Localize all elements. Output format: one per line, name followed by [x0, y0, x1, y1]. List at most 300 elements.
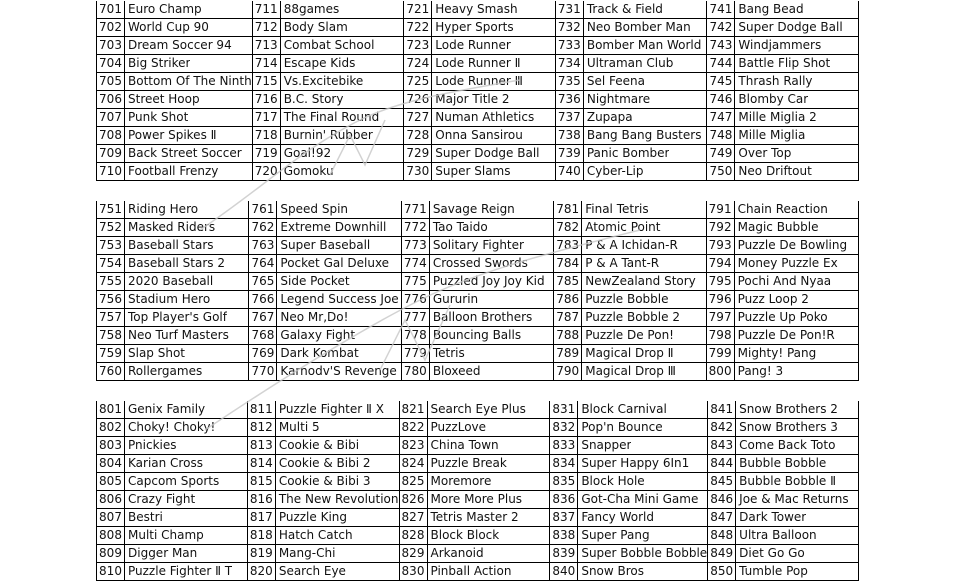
game-title: Tetris Master 2: [430, 510, 519, 524]
game-row: [248, 455, 399, 473]
game-number: 842: [708, 419, 736, 436]
game-row: [556, 145, 707, 163]
game-title: Body Slam: [283, 20, 348, 34]
games-column: [401, 201, 553, 381]
game-number: 819: [248, 545, 276, 562]
game-row: [708, 509, 858, 527]
game-number: 709: [97, 145, 125, 162]
games-table-701-750: [96, 1, 859, 181]
game-title: Super Pang: [581, 528, 650, 542]
game-row: [400, 509, 550, 527]
game-title: PuzzLove: [430, 420, 487, 434]
game-title: Goal!92: [283, 146, 332, 160]
game-number: 739: [556, 145, 584, 162]
game-title: Gomoku: [283, 164, 334, 178]
game-number: 827: [400, 509, 428, 526]
game-row: [249, 201, 400, 219]
game-number: 813: [248, 437, 276, 454]
game-number: 763: [249, 237, 277, 254]
game-row: [554, 219, 705, 237]
game-title: Neo Driftout: [738, 164, 812, 178]
game-number: 816: [248, 491, 276, 508]
game-title: Mille Miglia: [738, 128, 806, 142]
game-title: 88games: [283, 2, 340, 16]
game-number: 781: [554, 201, 582, 218]
game-number: 836: [550, 491, 578, 508]
games-column: [706, 1, 859, 181]
game-number: 765: [249, 273, 277, 290]
game-number: 740: [556, 163, 584, 180]
game-number: 825: [400, 473, 428, 490]
game-row: [556, 19, 707, 37]
game-number: 743: [707, 37, 735, 54]
game-row: [402, 237, 553, 255]
game-row: [402, 327, 553, 345]
game-title: 2020 Baseball: [128, 274, 214, 288]
game-title: Puzzle De Pon!R: [737, 328, 835, 342]
game-title: Magic Bubble: [737, 220, 819, 234]
games-column: [399, 401, 550, 581]
game-title: Legend Success Joe: [280, 292, 399, 306]
game-row: [400, 437, 550, 455]
game-title: P & A Ichidan-R: [585, 238, 678, 252]
game-number: 720: [253, 163, 281, 180]
game-number: 834: [550, 455, 578, 472]
game-row: [550, 455, 707, 473]
game-row: [707, 255, 858, 273]
game-title: Stadium Hero: [128, 292, 211, 306]
game-row: [404, 163, 555, 181]
game-title: Neo Turf Masters: [128, 328, 229, 342]
game-row: [400, 455, 550, 473]
game-number: 804: [97, 455, 125, 472]
game-title: Numan Athletics: [435, 110, 535, 124]
game-row: [97, 363, 248, 381]
game-number: 850: [708, 563, 736, 580]
game-title: Pnickies: [128, 438, 177, 452]
game-title: Speed Spin: [280, 202, 349, 216]
game-title: Riding Hero: [128, 202, 199, 216]
game-number: 752: [97, 219, 125, 236]
game-title: Joe & Mac Returns: [739, 492, 849, 506]
game-row: [97, 491, 247, 509]
game-row: [550, 419, 707, 437]
game-row: [253, 37, 404, 55]
game-row: [248, 509, 399, 527]
game-row: [404, 19, 555, 37]
game-number: 787: [554, 309, 582, 326]
game-row: [550, 545, 707, 563]
game-row: [707, 345, 858, 363]
game-title: Pop'n Bounce: [581, 420, 663, 434]
game-row: [249, 219, 400, 237]
game-number: 807: [97, 509, 125, 526]
game-title: Combat School: [283, 38, 375, 52]
game-row: [402, 309, 553, 327]
game-row: [97, 291, 248, 309]
game-number: 844: [708, 455, 736, 472]
game-number: 826: [400, 491, 428, 508]
game-title: Vs.Excitebike: [283, 74, 364, 88]
game-number: 779: [402, 345, 430, 362]
game-row: [97, 345, 248, 363]
game-title: Ultraman Club: [586, 56, 674, 70]
game-row: [249, 291, 400, 309]
game-row: [402, 273, 553, 291]
game-row: [404, 73, 555, 91]
game-title: Major Title 2: [435, 92, 510, 106]
game-row: [249, 309, 400, 327]
game-number: 777: [402, 309, 430, 326]
game-title: More More Plus: [430, 492, 523, 506]
game-title: The Final Round: [283, 110, 380, 124]
game-row: [97, 527, 247, 545]
game-title: Baseball Stars 2: [128, 256, 225, 270]
game-number: 782: [554, 219, 582, 236]
game-row: [249, 345, 400, 363]
game-number: 768: [249, 327, 277, 344]
game-row: [556, 55, 707, 73]
game-row: [707, 237, 858, 255]
game-number: 705: [97, 73, 125, 90]
game-number: 734: [556, 55, 584, 72]
game-title: Super Baseball: [280, 238, 371, 252]
game-number: 701: [97, 1, 125, 18]
game-number: 746: [707, 91, 735, 108]
game-row: [253, 55, 404, 73]
game-row: [248, 401, 399, 419]
game-row: [550, 401, 707, 419]
game-number: 760: [97, 363, 125, 380]
game-number: 794: [707, 255, 735, 272]
game-row: [708, 437, 858, 455]
game-title: Euro Champ: [128, 2, 202, 16]
game-number: 817: [248, 509, 276, 526]
game-row: [402, 345, 553, 363]
game-row: [708, 473, 858, 491]
game-row: [556, 1, 707, 19]
game-row: [97, 455, 247, 473]
game-title: Digger Man: [128, 546, 198, 560]
game-row: [708, 455, 858, 473]
game-number: 838: [550, 527, 578, 544]
game-title: Crossed Swords: [432, 256, 528, 270]
game-title: Capcom Sports: [128, 474, 220, 488]
game-row: [708, 419, 858, 437]
game-row: [253, 1, 404, 19]
game-title: Super Dodge Ball: [738, 20, 843, 34]
game-number: 724: [404, 55, 432, 72]
game-row: [554, 345, 705, 363]
game-row: [707, 1, 858, 19]
game-row: [248, 419, 399, 437]
game-title: Puzzle King: [278, 510, 348, 524]
game-title: Tao Taido: [432, 220, 488, 234]
game-number: 848: [708, 527, 736, 544]
game-number: 769: [249, 345, 277, 362]
game-row: [707, 291, 858, 309]
game-row: [707, 19, 858, 37]
games-table-751-800: [96, 201, 859, 381]
game-number: 751: [97, 201, 125, 218]
game-title: Multi Champ: [128, 528, 204, 542]
game-row: [550, 437, 707, 455]
game-row: [97, 563, 247, 581]
game-title: Super Slams: [435, 164, 511, 178]
game-title: Neo Mr,Do!: [280, 310, 349, 324]
games-column: [549, 401, 707, 581]
game-number: 737: [556, 109, 584, 126]
game-number: 778: [402, 327, 430, 344]
game-row: [556, 163, 707, 181]
game-title: Heavy Smash: [435, 2, 518, 16]
game-row: [400, 473, 550, 491]
game-number: 788: [554, 327, 582, 344]
game-number: 780: [402, 363, 430, 380]
game-row: [402, 201, 553, 219]
game-number: 727: [404, 109, 432, 126]
game-number: 711: [253, 1, 281, 18]
game-row: [402, 363, 553, 381]
game-title: Tumble Pop: [739, 564, 808, 578]
game-title: Burnin' Rubber: [283, 128, 373, 142]
game-number: 719: [253, 145, 281, 162]
game-number: 820: [248, 563, 276, 580]
game-title: The New Revolution: [278, 492, 399, 506]
game-number: 789: [554, 345, 582, 362]
game-row: [707, 363, 858, 381]
game-row: [97, 109, 252, 127]
game-number: 832: [550, 419, 578, 436]
game-number: 809: [97, 545, 125, 562]
game-title: Masked Riders: [128, 220, 216, 234]
game-number: 831: [550, 401, 578, 418]
game-title: B.C. Story: [283, 92, 344, 106]
game-title: Top Player's Golf: [128, 310, 227, 324]
game-number: 839: [550, 545, 578, 562]
game-title: Bubble Bobble: [739, 456, 827, 470]
game-title: Puzzle Fighter Ⅱ X: [278, 402, 384, 416]
games-column: [252, 1, 404, 181]
game-number: 793: [707, 237, 735, 254]
game-row: [707, 127, 858, 145]
game-row: [97, 201, 248, 219]
game-row: [97, 401, 247, 419]
game-title: Cookie & Bibi 3: [278, 474, 371, 488]
game-title: Bang Bead: [738, 2, 804, 16]
game-title: Sel Feena: [586, 74, 645, 88]
game-title: Bestri: [128, 510, 163, 524]
game-title: Gururin: [432, 292, 479, 306]
game-title: World Cup 90: [128, 20, 209, 34]
game-title: Galaxy Fight: [280, 328, 356, 342]
game-title: Blomby Car: [738, 92, 809, 106]
game-row: [97, 545, 247, 563]
game-number: 741: [707, 1, 735, 18]
game-title: Block Carnival: [581, 402, 667, 416]
game-row: [248, 527, 399, 545]
game-row: [97, 509, 247, 527]
game-row: [248, 437, 399, 455]
game-title: Pochi And Nyaa: [737, 274, 832, 288]
game-row: [707, 327, 858, 345]
game-row: [97, 255, 248, 273]
game-title: Multi 5: [278, 420, 320, 434]
game-row: [249, 237, 400, 255]
game-number: 815: [248, 473, 276, 490]
game-number: 849: [708, 545, 736, 562]
game-number: 770: [249, 363, 277, 380]
game-number: 706: [97, 91, 125, 108]
game-number: 712: [253, 19, 281, 36]
game-number: 786: [554, 291, 582, 308]
game-number: 845: [708, 473, 736, 490]
game-row: [707, 145, 858, 163]
game-row: [554, 363, 705, 381]
game-number: 797: [707, 309, 735, 326]
game-number: 732: [556, 19, 584, 36]
game-number: 722: [404, 19, 432, 36]
games-column: [96, 1, 252, 181]
game-title: Dark Kombat: [280, 346, 359, 360]
game-number: 773: [402, 237, 430, 254]
game-number: 835: [550, 473, 578, 490]
game-row: [97, 219, 248, 237]
game-number: 754: [97, 255, 125, 272]
game-row: [97, 91, 252, 109]
game-row: [253, 163, 404, 181]
game-number: 718: [253, 127, 281, 144]
game-title: Come Back Toto: [739, 438, 836, 452]
game-number: 757: [97, 309, 125, 326]
game-number: 762: [249, 219, 277, 236]
game-title: Ultra Balloon: [739, 528, 817, 542]
game-row: [253, 109, 404, 127]
game-title: Karnodv'S Revenge: [280, 364, 397, 378]
game-title: Zupapa: [586, 110, 633, 124]
game-title: Dream Soccer 94: [128, 38, 232, 52]
game-row: [249, 327, 400, 345]
game-number: 840: [550, 563, 578, 580]
game-title: Chain Reaction: [737, 202, 828, 216]
game-number: 703: [97, 37, 125, 54]
game-title: Snow Brothers 2: [739, 402, 838, 416]
game-title: Thrash Rally: [738, 74, 813, 88]
game-row: [404, 127, 555, 145]
game-number: 759: [97, 345, 125, 362]
game-number: 735: [556, 73, 584, 90]
game-row: [402, 219, 553, 237]
game-number: 796: [707, 291, 735, 308]
game-title: Super Bobble Bobble: [581, 546, 708, 560]
game-row: [707, 73, 858, 91]
game-title: Atomic Point: [585, 220, 661, 234]
game-row: [554, 291, 705, 309]
game-title: Puzz Loop 2: [737, 292, 809, 306]
game-title: Lode Runner: [435, 38, 511, 52]
game-number: 795: [707, 273, 735, 290]
game-title: Puzzle De Pon!: [585, 328, 674, 342]
game-number: 707: [97, 109, 125, 126]
game-number: 738: [556, 127, 584, 144]
games-column: [403, 1, 555, 181]
game-row: [248, 563, 399, 581]
game-title: Final Tetris: [585, 202, 649, 216]
game-title: Rollergames: [128, 364, 203, 378]
game-row: [404, 1, 555, 19]
game-row: [707, 219, 858, 237]
game-row: [253, 73, 404, 91]
game-title: Magical Drop Ⅱ: [585, 346, 674, 360]
game-number: 756: [97, 291, 125, 308]
game-row: [554, 201, 705, 219]
game-row: [248, 491, 399, 509]
game-number: 713: [253, 37, 281, 54]
game-title: Battle Flip Shot: [738, 56, 831, 70]
game-row: [402, 255, 553, 273]
game-title: Puzzle Up Poko: [737, 310, 828, 324]
game-number: 828: [400, 527, 428, 544]
game-title: Money Puzzle Ex: [737, 256, 838, 270]
game-title: Escape Kids: [283, 56, 356, 70]
games-column: [707, 401, 859, 581]
game-title: Big Striker: [128, 56, 191, 70]
game-title: Puzzle Bobble 2: [585, 310, 680, 324]
game-number: 846: [708, 491, 736, 508]
game-title: Puzzle Break: [430, 456, 507, 470]
game-title: Football Frenzy: [128, 164, 219, 178]
game-title: Search Eye: [278, 564, 346, 578]
games-column: [248, 201, 400, 381]
game-row: [400, 401, 550, 419]
game-number: 811: [248, 401, 276, 418]
game-number: 837: [550, 509, 578, 526]
game-title: Bomber Man World: [586, 38, 702, 52]
game-title: Lode Runner Ⅱ: [435, 56, 521, 70]
game-title: Pinball Action: [430, 564, 512, 578]
game-number: 728: [404, 127, 432, 144]
game-row: [707, 55, 858, 73]
game-title: NewZealand Story: [585, 274, 696, 288]
game-number: 798: [707, 327, 735, 344]
games-column: [706, 201, 859, 381]
game-title: Choky! Choky!: [128, 420, 216, 434]
games-column: [555, 1, 707, 181]
game-row: [708, 545, 858, 563]
game-number: 755: [97, 273, 125, 290]
games-table-801-850: [96, 401, 859, 581]
game-row: [400, 527, 550, 545]
game-number: 810: [97, 563, 125, 580]
game-number: 847: [708, 509, 736, 526]
game-number: 818: [248, 527, 276, 544]
game-number: 812: [248, 419, 276, 436]
game-number: 802: [97, 419, 125, 436]
game-title: Street Hoop: [128, 92, 200, 106]
game-title: Puzzle De Bowling: [737, 238, 848, 252]
game-title: Over Top: [738, 146, 792, 160]
game-row: [550, 473, 707, 491]
game-number: 843: [708, 437, 736, 454]
game-number: 731: [556, 1, 584, 18]
game-row: [554, 327, 705, 345]
game-title: Cookie & Bibi: [278, 438, 360, 452]
game-title: P & A Tant-R: [585, 256, 660, 270]
game-title: Snapper: [581, 438, 632, 452]
game-title: Snow Brothers 3: [739, 420, 838, 434]
game-row: [253, 19, 404, 37]
game-row: [253, 91, 404, 109]
